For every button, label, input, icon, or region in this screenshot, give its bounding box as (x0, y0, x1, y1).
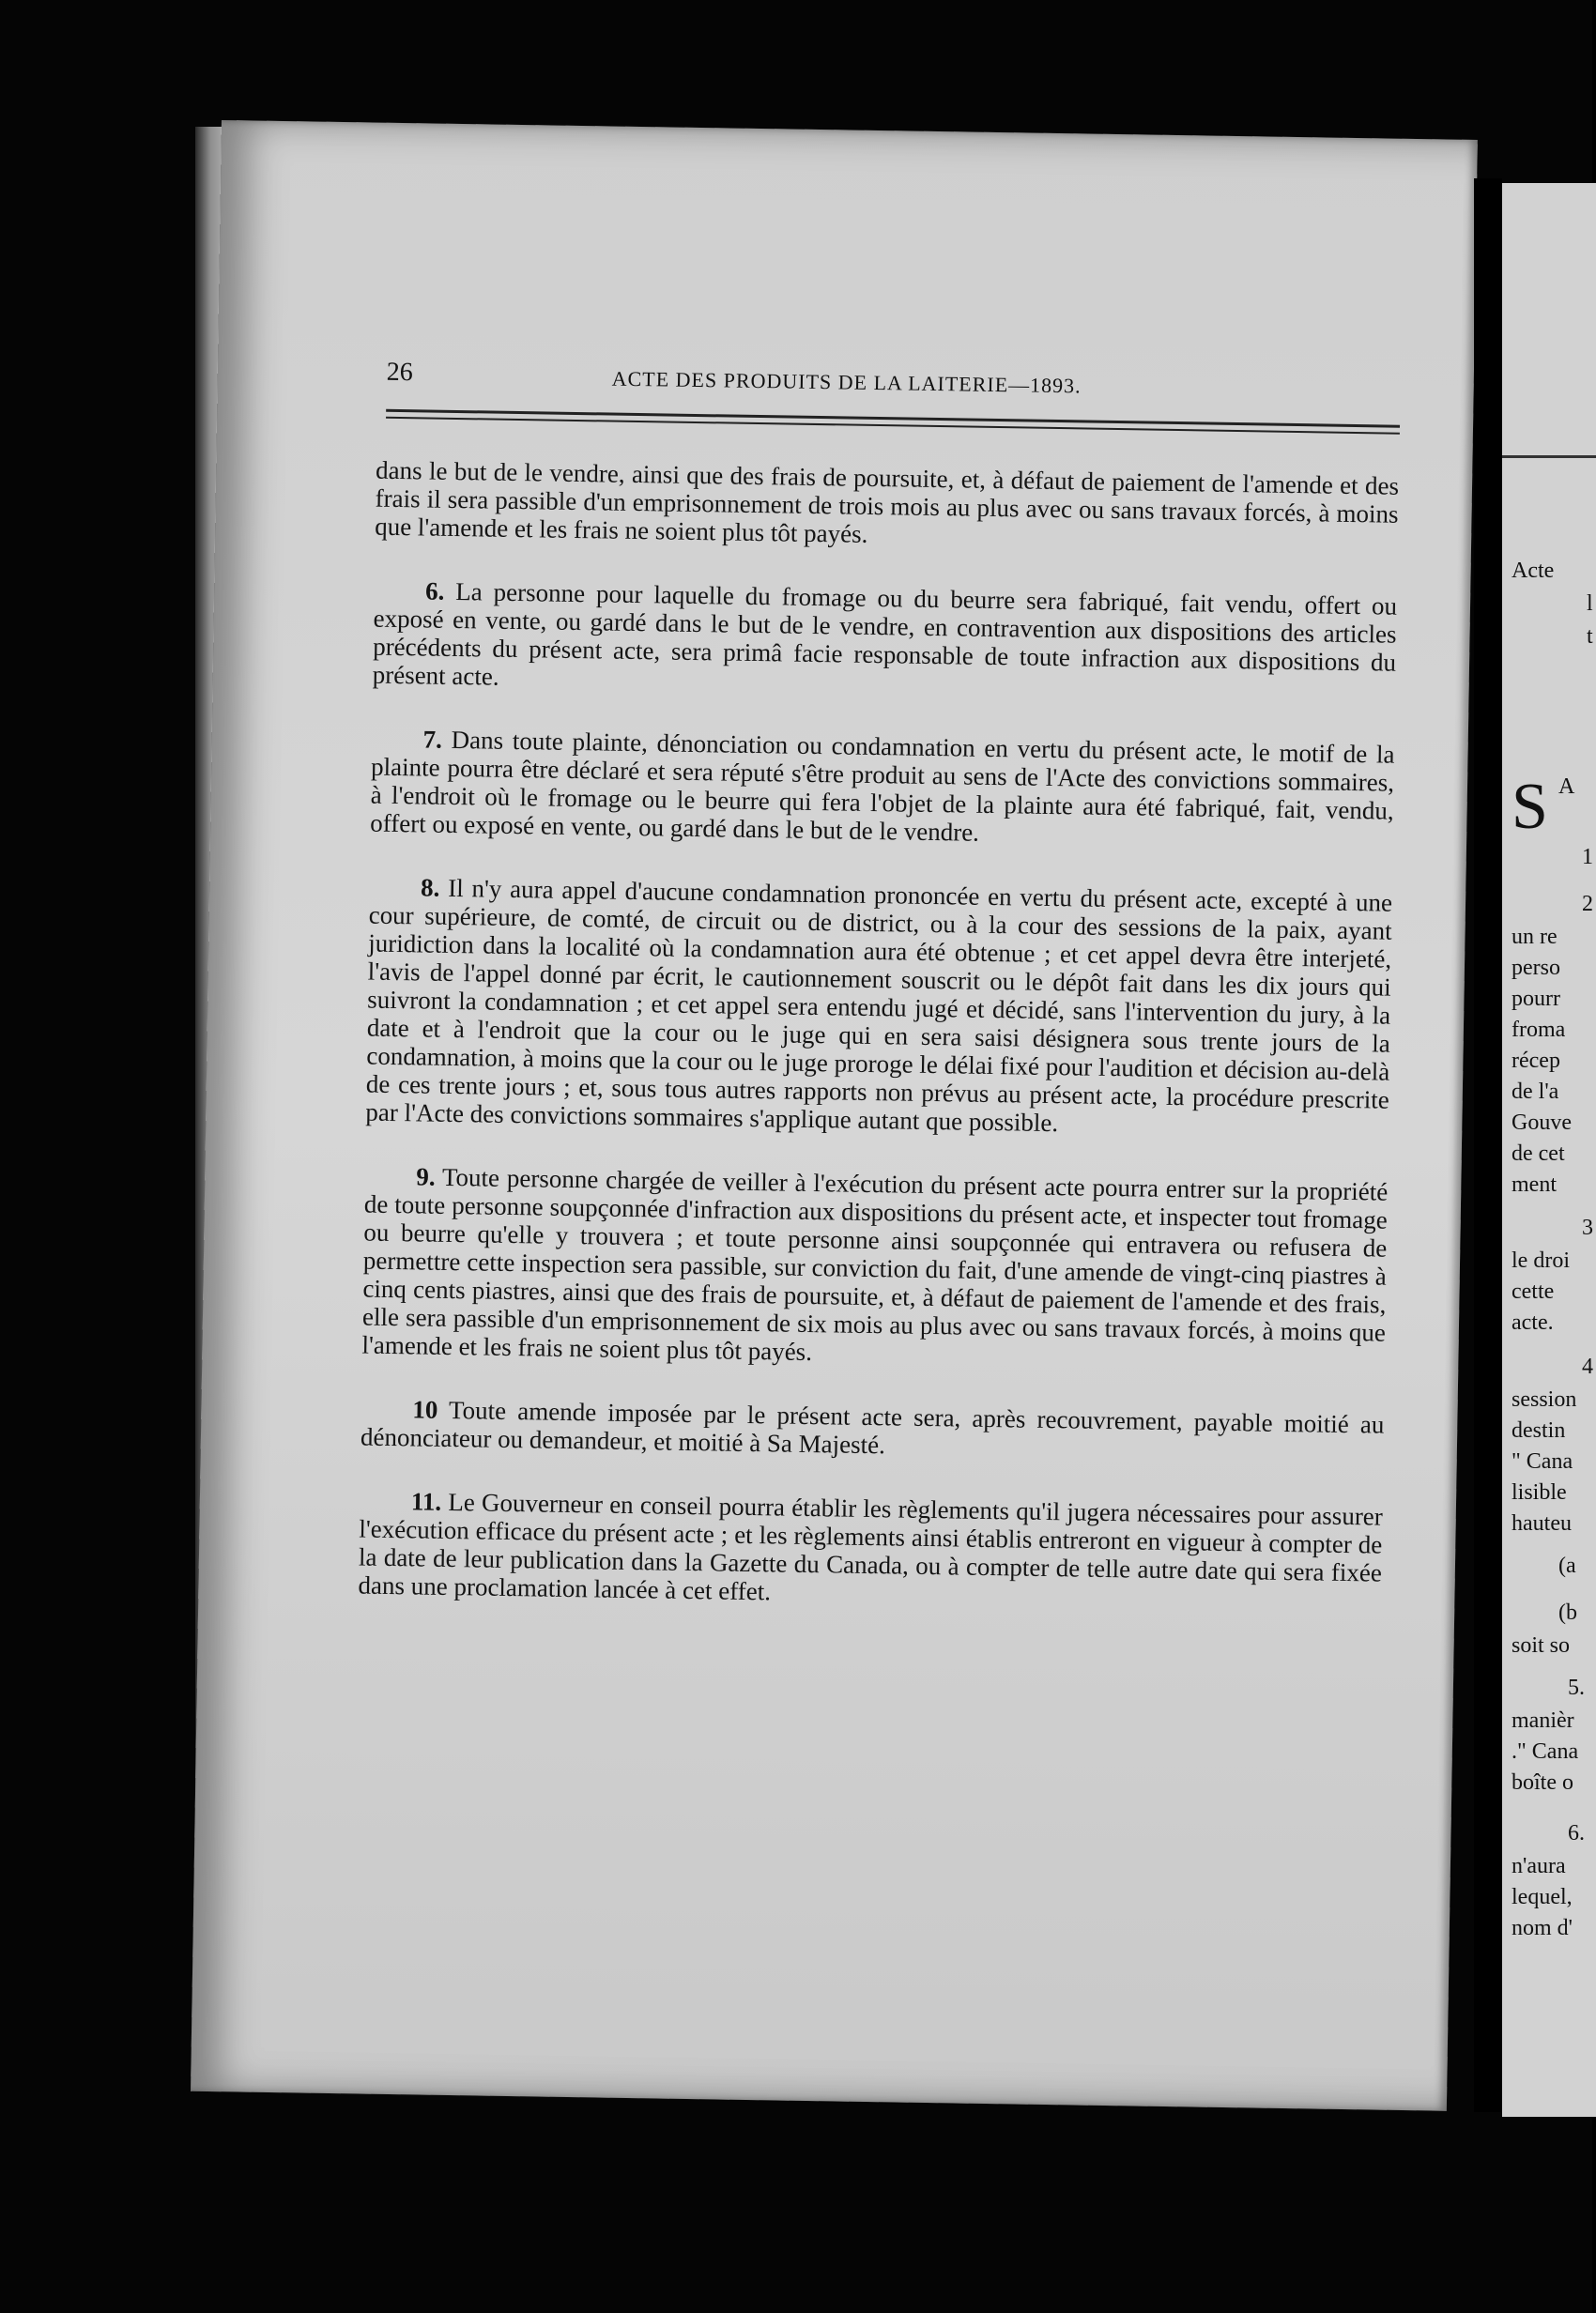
fragment: session (1512, 1387, 1577, 1412)
fragment-initial: S (1512, 771, 1548, 843)
fragment: l (1587, 591, 1593, 616)
section-10 (361, 1395, 1385, 1467)
fragment: hauteu (1512, 1511, 1572, 1536)
main-page (191, 120, 1478, 2111)
fragment: destin (1512, 1418, 1566, 1443)
adjacent-page (1502, 183, 1596, 2117)
fragment: ment (1512, 1172, 1557, 1197)
fragment: lisible (1512, 1480, 1567, 1505)
paragraph-text: Il n'y aura appel d'aucune condamnation prononcée en vertu du présent acte, excepté à une cour supérieure, de comté, de circuit ou de district, ou à la cour des sessions de la paix, ayant juridiction dans la localité où la condamnation aura été obtenue ; et cet appel devra être interjeté, l'avis de l'appel donné par écrit, le cautionnement souscrit ou le dépôt fait dans les dix jours qui suivront la condamnation ; et cet appel sera entendu jugé et décidé, sans l'intervention du jury, à la date et à l'endroit que la cour ou le juge qui en sera saisi désignera sous trente jours de la condamnation, à moins que la cour ou le juge proroge le délai fixé pour l'audition et décision au-delà de ces trente jours ; et, sous tous autres rapports non prévus au présent acte, la procédure prescrite par l'Acte des convictions sommaires s'applique autant que possible. (365, 873, 1393, 1138)
fragment: (a (1558, 1554, 1576, 1578)
section-number: 8. (420, 873, 440, 902)
section-number: 7. (422, 725, 443, 754)
fragment: de l'a (1512, 1080, 1559, 1104)
fragment: manièr (1512, 1708, 1574, 1733)
paragraph-text: Toute amende imposée par le présent acte sera, après recouvrement, payable moitié au dénonciateur ou demandeur, et moitié à Sa Majesté. (360, 1395, 1385, 1460)
fragment: un re (1512, 925, 1558, 949)
section-number: 10 (412, 1395, 438, 1424)
fragment: lequel, (1512, 1885, 1573, 1909)
fragment: Gouve (1512, 1111, 1572, 1135)
fragment: froma (1512, 1018, 1566, 1042)
fragment: Acte (1512, 559, 1555, 583)
fragment: pourr (1512, 987, 1560, 1011)
fragment: le droi (1512, 1248, 1570, 1273)
section-6 (373, 576, 1398, 705)
fragment: 1 (1582, 845, 1593, 869)
body-text (358, 456, 1400, 1651)
section-number: 11. (410, 1487, 442, 1516)
paragraph-text: Toute personne chargée de veiller à l'exécution du présent acte pourra entrer sur la propriété de toute personne soupçonnée d'infraction aux dispositions du présent acte, et inspecter tout fromage ou beurre qu'elle y trouvera ; et toute personne ainsi soupçonnée qui entravera ou refusera de permettre cette inspection sera passible, sur conviction du fait, d'une amende de vingt-cinq piastres à cinq cents piastres, ainsi que des frais de poursuite, et, à défaut de paiement de l'amende et des frais, elle sera passible d'un emprisonnement de six mois au plus avec ou sans travaux forcés, à moins que l'amende et les frais ne soient plus tôt payés. (361, 1162, 1389, 1367)
paragraph-text: La personne pour laquelle du fromage ou du beurre sera fabriqué, fait vendu, offert ou exposé en vente, ou gardé dans le but de le vendre, en contravention aux dispositions des articles précédents du présent acte, sera primâ facie responsable de toute infraction aux dispositions du présent acte. (372, 576, 1398, 691)
page-number: 26 (386, 357, 414, 388)
section-11 (358, 1486, 1383, 1615)
fragment: ." Cana (1512, 1739, 1579, 1764)
section-8 (365, 873, 1392, 1142)
fragment: t (1587, 624, 1593, 649)
page-header (386, 358, 1400, 411)
fragment: 2 (1582, 892, 1593, 916)
section-number: 9. (416, 1162, 436, 1191)
section-7 (370, 725, 1395, 853)
adjacent-header-rule (1502, 455, 1596, 458)
paragraph-text: Dans toute plainte, dénonciation ou condamnation en vertu du présent acte, le motif de la plainte pourra être déclaré et sera réputé s'être produit au sens de l'Acte des convictions sommaires, à l'endroit où le fromage ou le beurre qui fera l'objet de la plainte aura été fabriqué, fait, vendu, offert ou exposé en vente, ou gardé dans le but de le vendre. (370, 725, 1395, 847)
fragment: (b (1558, 1601, 1577, 1625)
fragment: n'aura (1512, 1854, 1566, 1878)
fragment: boîte o (1512, 1770, 1573, 1795)
section-9 (361, 1162, 1388, 1375)
paragraph-text: Le Gouverneur en conseil pourra établir les règlements qu'il jugera nécessaires pour assurer l'exécution efficace du présent acte ; et les règlements ainsi établis entreront en vigueur à compter de la date de leur publication dans la Gazette du Canada, ou à compter de telle autre date qui sera fixée dans une proclamation lancée à cet effet. (358, 1487, 1384, 1606)
section-number: 6. (424, 576, 445, 605)
fragment: cette (1512, 1279, 1555, 1304)
fragment: perso (1512, 956, 1560, 980)
paragraph-continued (375, 456, 1399, 557)
fragment: 5. (1568, 1676, 1585, 1700)
running-title: ACTE DES PRODUITS DE LA LAITERIE—1893. (611, 366, 1082, 398)
fragment: soit so (1512, 1633, 1571, 1658)
paragraph-text: dans le but de le vendre, ainsi que des frais de poursuite, et, à défaut de paiement de l'amende et des frais il sera passible d'un emprisonnement de trois mois au plus avec ou sans travaux forcés, à moins que l'amende et les frais ne soient plus tôt payés. (374, 455, 1400, 548)
fragment: A (1558, 774, 1575, 799)
fragment: 3 (1582, 1216, 1593, 1240)
fragment: récep (1512, 1049, 1560, 1073)
fragment: nom d' (1512, 1916, 1573, 1940)
fragment: " Cana (1512, 1449, 1573, 1474)
page-gutter (1474, 178, 1502, 2112)
fragment: 4 (1582, 1355, 1593, 1379)
fragment: de cet (1512, 1141, 1565, 1166)
fragment: 6. (1568, 1821, 1585, 1846)
fragment: acte. (1512, 1310, 1554, 1335)
